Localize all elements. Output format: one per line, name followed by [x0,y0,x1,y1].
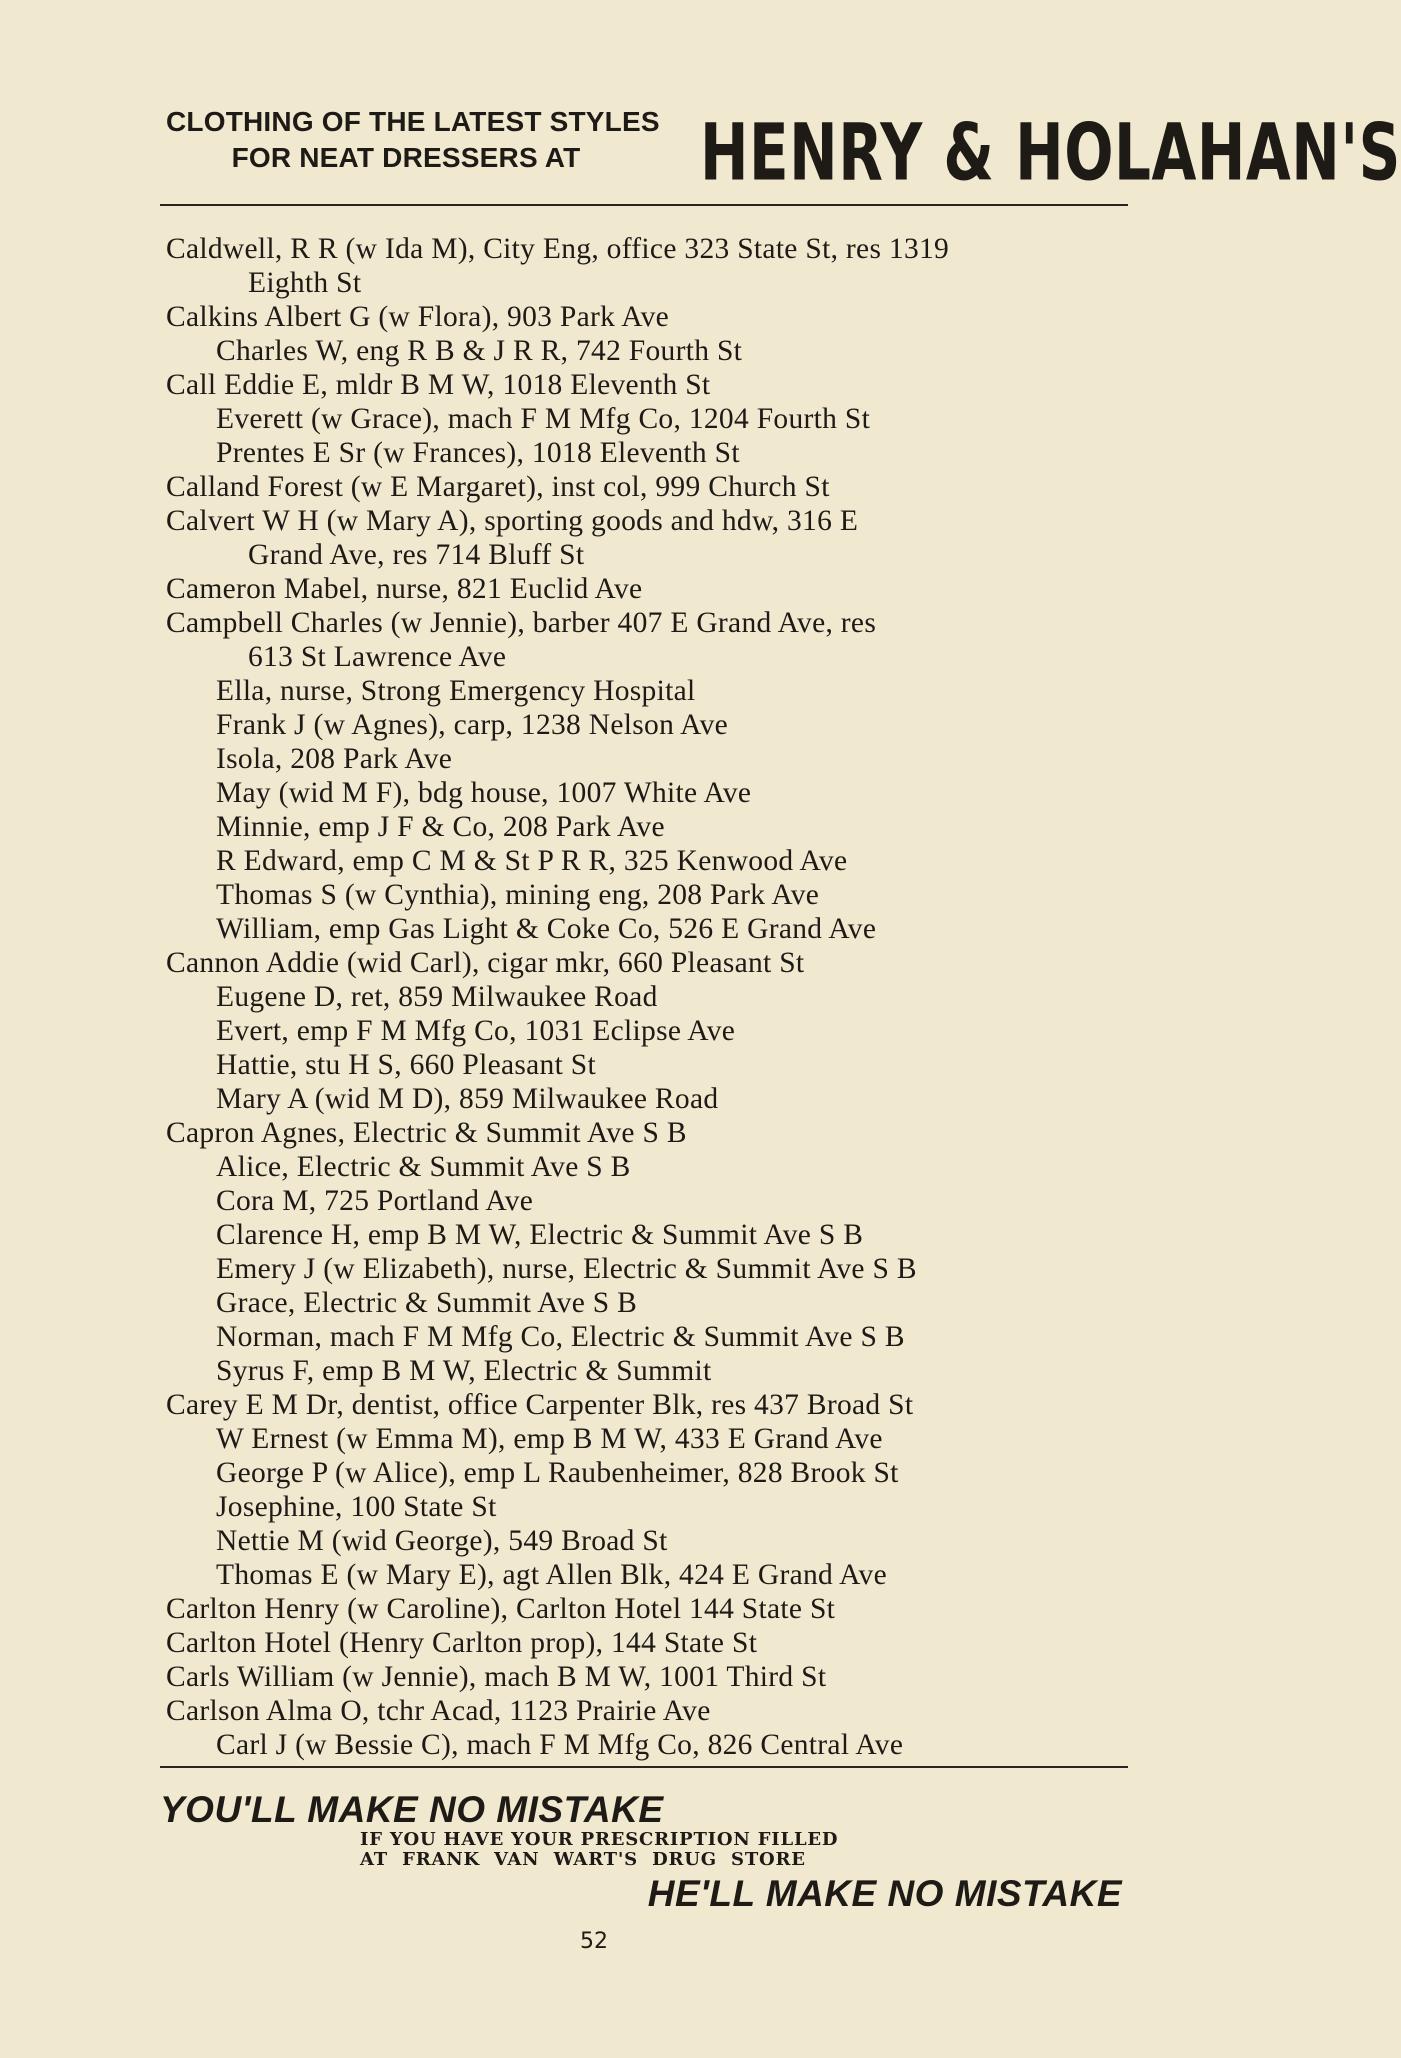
directory-entry: Nettie M (wid George), 549 Broad St [216,1525,668,1557]
directory-entries [166,232,1130,1762]
footer-ad-body-line-1: IF YOU HAVE YOUR PRESCRIPTION FILLED [360,1829,839,1850]
directory-entry: W Ernest (w Emma M), emp B M W, 433 E Grand Ave [216,1423,883,1455]
directory-entry: May (wid M F), bdg house, 1007 White Ave [216,777,752,809]
directory-entry: Everett (w Grace), mach F M Mfg Co, 1204 Fourth St [216,403,871,435]
directory-entry: Carl J (w Bessie C), mach F M Mfg Co, 826 Central Ave [216,1729,904,1761]
directory-entry: Carlton Hotel (Henry Carlton prop), 144 State St [166,1627,758,1659]
directory-entry: Emery J (w Elizabeth), nurse, Electric & Summit Ave S B [216,1253,917,1285]
brand-name: HENRY & HOLAHAN'S [700,106,1401,199]
directory-entry: Cora M, 725 Portland Ave [216,1185,534,1217]
directory-entry: Minnie, emp J F & Co, 208 Park Ave [216,811,665,843]
directory-entry: Capron Agnes, Electric & Summit Ave S B [166,1117,687,1149]
directory-entry: William, emp Gas Light & Coke Co, 526 E Grand Ave [216,913,877,945]
directory-entry: Evert, emp F M Mfg Co, 1031 Eclipse Ave [216,1015,736,1047]
footer-divider [160,1766,1128,1768]
directory-entry-continuation: 613 St Lawrence Ave [248,641,507,673]
clothing-ad-line-2: FOR NEAT DRESSERS AT [231,142,581,173]
directory-entry: Calvert W H (w Mary A), sporting goods and hdw, 316 E [166,505,859,537]
directory-entry: Eugene D, ret, 859 Milwaukee Road [216,981,658,1013]
directory-entry: Hattie, stu H S, 660 Pleasant St [216,1049,596,1081]
directory-entry: Syrus F, emp B M W, Electric & Summit [216,1355,712,1387]
directory-entry: Cannon Addie (wid Carl), cigar mkr, 660 Pleasant St [166,947,805,979]
directory-entry: George P (w Alice), emp L Raubenheimer, 828 Brook St [216,1457,899,1489]
directory-entry: Mary A (wid M D), 859 Milwaukee Road [216,1083,719,1115]
footer-ad-body [360,1830,838,1870]
directory-entry: Call Eddie E, mldr B M W, 1018 Eleventh St [166,369,711,401]
footer-ad-tagline: HE'LL MAKE NO MISTAKE [647,1873,1122,1914]
directory-entry: Prentes E Sr (w Frances), 1018 Eleventh St [216,437,740,469]
directory-entry: Ella, nurse, Strong Emergency Hospital [216,675,696,707]
directory-entry: Norman, mach F M Mfg Co, Electric & Summit Ave S B [216,1321,905,1353]
directory-entry: Thomas E (w Mary E), agt Allen Blk, 424 E Grand Ave [216,1559,887,1591]
directory-entry: Clarence H, emp B M W, Electric & Summit Ave S B [216,1219,864,1251]
clothing-ad-text [166,104,660,176]
directory-entry: Grace, Electric & Summit Ave S B [216,1287,638,1319]
directory-entry: Josephine, 100 State St [216,1491,497,1523]
directory-entry: Caldwell, R R (w Ida M), City Eng, office 323 State St, res 1319 [166,233,950,265]
directory-entry: Campbell Charles (w Jennie), barber 407 E Grand Ave, res [166,607,877,639]
directory-entry-continuation: Eighth St [248,267,362,299]
page-number: 52 [580,1929,608,1954]
directory-entry: Alice, Electric & Summit Ave S B [216,1151,631,1183]
directory-entry: Carey E M Dr, dentist, office Carpenter Blk, res 437 Broad St [166,1389,914,1421]
directory-entry: Isola, 208 Park Ave [216,743,453,775]
header-divider [160,204,1128,206]
directory-entry: R Edward, emp C M & St P R R, 325 Kenwood Ave [216,845,848,877]
directory-entry-continuation: Grand Ave, res 714 Bluff St [248,539,585,571]
clothing-ad-line-1: CLOTHING OF THE LATEST STYLES [166,106,660,137]
directory-entry: Frank J (w Agnes), carp, 1238 Nelson Ave [216,709,729,741]
page-header-ad [160,96,1401,199]
footer-ad-body-line-2: AT FRANK VAN WART'S DRUG STORE [360,1849,806,1870]
directory-entry: Thomas S (w Cynthia), mining eng, 208 Park Ave [216,879,820,911]
directory-entry: Carlson Alma O, tchr Acad, 1123 Prairie Ave [166,1695,711,1727]
directory-entry: Calland Forest (w E Margaret), inst col, 999 Church St [166,471,830,503]
footer-ad [160,1780,1128,1920]
directory-entry: Carlton Henry (w Caroline), Carlton Hotel 144 State St [166,1593,836,1625]
directory-entry: Calkins Albert G (w Flora), 903 Park Ave [166,301,670,333]
footer-ad-headline: YOU'LL MAKE NO MISTAKE [160,1789,664,1830]
directory-entry: Cameron Mabel, nurse, 821 Euclid Ave [166,573,643,605]
directory-entry: Charles W, eng R B & J R R, 742 Fourth St [216,335,743,367]
directory-entry: Carls William (w Jennie), mach B M W, 1001 Third St [166,1661,827,1693]
